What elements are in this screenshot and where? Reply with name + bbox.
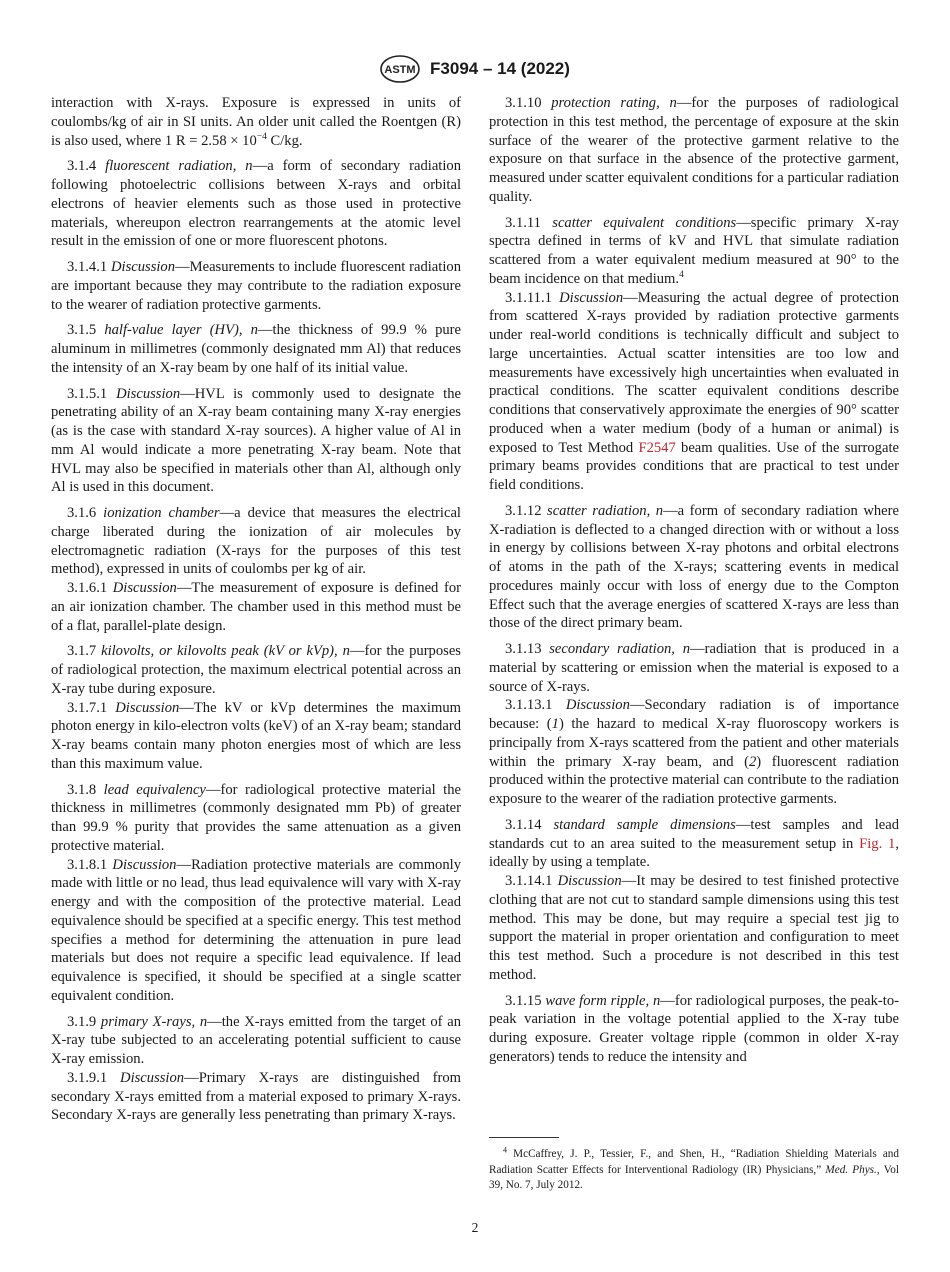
definition-3-1-9: 3.1.9 primary X-rays, n—the X-rays emitted from the target of an X-ray tube subjected to an accelerating potential sufficient to cause X-ray emission. <box>51 1013 461 1067</box>
footnote-ref[interactable]: 4 <box>679 269 684 280</box>
discussion-3-1-9-1: 3.1.9.1 Discussion—Primary X-rays are distinguished from secondary X-rays emitted from a material exposed to primary X-rays. Secondary X-rays are generally less penetrating than primary X-rays. <box>51 1069 461 1124</box>
definition-3-1-6: 3.1.6 ionization chamber—a device that measures the electrical charge liberated during the ionization of air molecules by electromagnetic radiation (X-rays for the purposes of this test method), expressed in units of coulombs per kg of air. <box>51 505 461 578</box>
definition-3-1-11: 3.1.11 scatter equivalent conditions—specific primary X-ray spectra defined in terms of kV and HVL that simulate radiation scattered from a water equivalent medium measured at 90° to the beam incidence on that medium.$^4$ <box>489 214 899 287</box>
footnote: $^4$ McCaffrey, J. P., Tessier, F., and Shen, H., “Radiation Shielding Materials and Radiation Scatter Effects for Interventional Radiology (IR) Physicians,” Med. Phys., Vol 39, No. 7, July 2012. <box>489 1145 899 1191</box>
definition-3-1-12: 3.1.12 scatter radiation, n—a form of secondary radiation where X-radiation is deflected to a changed direction with or without a loss in energy by collisions between X-ray photons and orbital electrons of atoms in the path of the X-rays; scattering events in medical procedures mainly occur with loss of energy due to the Compton Effect such that the average energies of scattered X-rays are less than those of the direct primary beam. <box>489 502 899 632</box>
definition-3-1-4: 3.1.4 fluorescent radiation, n—a form of secondary radiation following photoelectric collisions between X-rays and orbital electrons of heavier elements such as those used in protective materials, whereupon electron rearrangements at the atomic level result in the emission of one or more fluorescent photons. <box>51 158 462 250</box>
standard-designation: F3094 – 14 (2022) <box>430 59 570 78</box>
discussion-3-1-8-1: 3.1.8.1 Discussion—Radiation protective materials are commonly made with little or no lead, thus lead equivalence will vary with X-ray energy and with the composition of the protective material. Lead equivalence should be specified at a specific energy. This test method specifies a method for determining the attenuation in pure lead materials but does not require a specific lead equivalence. If lead equivalence is specified, it should be specified at a single scatter equivalent condition. <box>51 856 461 1004</box>
definition-3-1-14: 3.1.14 standard sample dimensions—test samples and lead standards cut to an area suited to the measurement setup in Fig. 1, ideally by using a template. <box>489 816 900 871</box>
left-column <box>51 94 461 1132</box>
definition-3-1-7: 3.1.7 kilovolts, or kilovolts peak (kV or kVp), n—for the purposes of radiological protection, the maximum electrical potential across an X-ray tube during exposure. <box>51 643 461 697</box>
page-header <box>0 55 950 83</box>
standard-link-f2547[interactable]: F2547 <box>638 439 676 456</box>
figure-link-fig-1[interactable]: Fig. 1 <box>859 835 896 852</box>
discussion-3-1-14-1: 3.1.14.1 Discussion—It may be desired to test finished protective clothing that are not cut to standard sample dimensions using this test method. This may be done, but may require a special test jig to support the material in proper orientation and configuration to meet this test method. Such a procedure is not described in this test method. <box>489 873 899 983</box>
page-number: 2 <box>471 1220 479 1235</box>
definition-3-1-15: 3.1.15 wave form ripple, n—for radiological purposes, the peak-to-peak variation in the voltage potential applied to the X-ray tube during exposure. Greater voltage ripple (common in older X-ray generators) tends to reduce the intensity and <box>489 992 899 1065</box>
discussion-3-1-5-1: 3.1.5.1 Discussion—HVL is commonly used to designate the penetrating ability of an X-ray beam containing many X-ray energies (as is the case with standard X-ray sources). A higher value of Al in mm Al would indicate a more penetrating X-ray beam. Note that HVL may also be specified in materials other than Al, although only Al is used in this document. <box>51 385 461 496</box>
svg-text:ASTM: ASTM <box>384 64 416 76</box>
discussion-3-1-6-1: 3.1.6.1 Discussion—The measurement of exposure is defined for an air ionization chamber. The chamber used in this method must be of a flat, parallel-plate design. <box>51 580 461 634</box>
definition-3-1-13: 3.1.13 secondary radiation, n—radiation that is produced in a material by scattering or emission when the material is exposed to a source of X-rays. <box>489 641 899 695</box>
definition-3-1-8: 3.1.8 lead equivalency—for radiological protective material the thickness in millimetres (commonly designated mm Pb) of greater than 99.9 % purity that provides the same attenuation as a given protective material. <box>51 781 461 854</box>
right-column <box>489 94 899 1074</box>
discussion-3-1-4-1: 3.1.4.1 Discussion—Measurements to include fluorescent radiation are important because they may contribute to the radiation exposure to the wearer of radiation protective garments. <box>51 259 461 313</box>
discussion-3-1-7-1: 3.1.7.1 Discussion—The kV or kVp determines the maximum photon energy in kilo-electron volts (keV) of an X-ray beam; standard X-ray beams contain many photon energies most of which are less than this maximum value. <box>51 699 461 772</box>
definition-3-1-10: 3.1.10 protection rating, n—for the purposes of radiological protection in this test method, the percentage of exposure at the skin surface of the wearer of the protective garment relative to the exposure on that surface in the absence of the protective garment, measured under scatter equivalent conditions for a particular radiation quality. <box>489 95 899 205</box>
astm-logo-icon <box>380 55 420 83</box>
discussion-3-1-13-1: 3.1.13.1 Discussion—Secondary radiation is of importance because: (1) the hazard to medical X-ray fluoroscopy workers is principally from X-rays scattered from the patient and other materials within the primary X-ray beam, and (2) fluorescent radiation produced within the protective material can contribute to the radiation exposure to the wearer of the radiation protective garments. <box>489 697 900 807</box>
paragraph: interaction with X-rays. Exposure is expressed in units of coulombs/kg of air in SI units. An older unit called the Roentgen (R) is also used, where 1 $R = 2.58 \times 10^{-4}$ C/kg. <box>51 95 461 149</box>
discussion-3-1-11-1: 3.1.11.1 Discussion—Measuring the actual degree of protection from scattered X-rays provided by radiation protective garments under real-world conditions is technically difficult and subject to large uncertainties. Actual scatter intensities are too low and measurements have excessively high uncertainties when evaluated in practical conditions. The scatter equivalent conditions describe conditions that conservatively approximate the energies of 90° scatter produced when a water medium (body of a human or animal) is exposed to Test Method F2547 beam qualities. Use of the surrogate primary beams provides conditions that are practical to test under field conditions. <box>489 289 899 493</box>
footnote-divider <box>489 1137 559 1138</box>
definition-3-1-5: 3.1.5 half-value layer (HV), n—the thickness of 99.9 % pure aluminum in millimetres (commonly designated mm Al) that reduces the intensity of an X-ray beam by one half of its initial value. <box>51 322 462 376</box>
